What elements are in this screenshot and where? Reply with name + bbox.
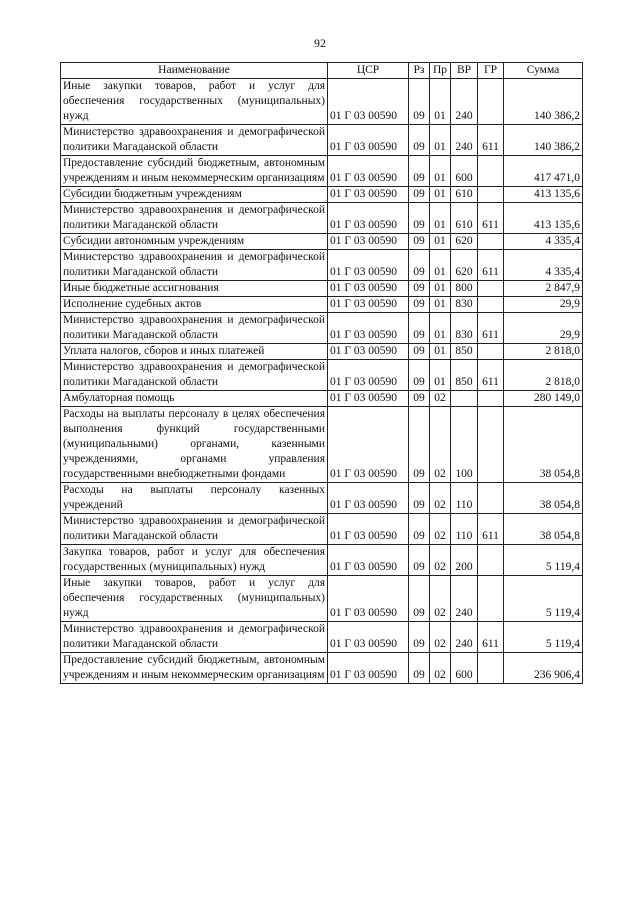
cell-rz: 09 [409,407,430,483]
cell-name: Министерство здравоохранения и демографической политики Магаданской области [61,622,328,653]
cell-gr: 611 [478,622,504,653]
header-vr: ВР [451,63,478,79]
cell-pr: 01 [430,297,451,313]
cell-sum: 413 135,6 [504,187,583,203]
cell-pr: 01 [430,125,451,156]
cell-csr: 01 Г 03 00590 [328,545,409,576]
cell-sum: 5 119,4 [504,622,583,653]
cell-rz: 09 [409,576,430,622]
cell-gr [478,483,504,514]
cell-csr: 01 Г 03 00590 [328,391,409,407]
table-row [61,187,583,203]
cell-vr [451,391,478,407]
cell-vr: 800 [451,281,478,297]
cell-pr: 01 [430,250,451,281]
cell-name: Министерство здравоохранения и демографической политики Магаданской области [61,360,328,391]
cell-name: Расходы на выплаты персоналу казенных учреждений [61,483,328,514]
cell-sum: 2 818,0 [504,360,583,391]
cell-rz: 09 [409,203,430,234]
cell-pr: 01 [430,344,451,360]
cell-name: Министерство здравоохранения и демографической политики Магаданской области [61,203,328,234]
table-row [61,79,583,125]
cell-vr: 240 [451,125,478,156]
cell-gr [478,281,504,297]
cell-vr: 240 [451,622,478,653]
cell-csr: 01 Г 03 00590 [328,234,409,250]
cell-rz: 09 [409,622,430,653]
cell-vr: 240 [451,576,478,622]
cell-gr [478,576,504,622]
cell-rz: 09 [409,344,430,360]
cell-rz: 09 [409,313,430,344]
cell-vr: 110 [451,514,478,545]
table-row [61,313,583,344]
cell-vr: 100 [451,407,478,483]
cell-rz: 09 [409,653,430,684]
table-row [61,483,583,514]
cell-gr [478,391,504,407]
cell-pr: 02 [430,514,451,545]
cell-gr: 611 [478,203,504,234]
table-row [61,545,583,576]
cell-sum: 38 054,8 [504,407,583,483]
cell-pr: 02 [430,622,451,653]
cell-rz: 09 [409,514,430,545]
cell-gr [478,156,504,187]
cell-name: Предоставление субсидий бюджетным, автономным учреждениям и иным некоммерческим организациям [61,156,328,187]
cell-rz: 09 [409,545,430,576]
cell-pr: 02 [430,407,451,483]
cell-sum: 236 906,4 [504,653,583,684]
cell-csr: 01 Г 03 00590 [328,514,409,545]
cell-csr: 01 Г 03 00590 [328,360,409,391]
table-row [61,653,583,684]
header-pr: Пр [430,63,451,79]
cell-rz: 09 [409,391,430,407]
cell-sum: 38 054,8 [504,514,583,545]
cell-name: Министерство здравоохранения и демографической политики Магаданской области [61,125,328,156]
page-number: 92 [314,36,326,50]
cell-csr: 01 Г 03 00590 [328,297,409,313]
cell-vr: 610 [451,203,478,234]
cell-vr: 850 [451,360,478,391]
cell-pr: 01 [430,79,451,125]
table-row [61,297,583,313]
cell-gr: 611 [478,313,504,344]
cell-sum: 5 119,4 [504,576,583,622]
cell-pr: 01 [430,203,451,234]
cell-pr: 01 [430,313,451,344]
cell-gr [478,79,504,125]
cell-gr [478,234,504,250]
cell-sum: 5 119,4 [504,545,583,576]
cell-name: Предоставление субсидий бюджетным, автономным учреждениям и иным некоммерческим организациям [61,653,328,684]
header-gr: ГР [478,63,504,79]
cell-pr: 01 [430,187,451,203]
cell-rz: 09 [409,483,430,514]
cell-pr: 02 [430,483,451,514]
cell-sum: 140 386,2 [504,125,583,156]
cell-name: Расходы на выплаты персоналу в целях обеспечения выполнения функций государственными (муниципальными) органами, казенными учреждениями, органами управления государственными внебюджетными фондами [61,407,328,483]
cell-pr: 01 [430,234,451,250]
cell-gr: 611 [478,125,504,156]
cell-pr: 01 [430,156,451,187]
cell-vr: 610 [451,187,478,203]
cell-rz: 09 [409,297,430,313]
cell-csr: 01 Г 03 00590 [328,203,409,234]
cell-csr: 01 Г 03 00590 [328,344,409,360]
table-row [61,234,583,250]
cell-name: Амбулаторная помощь [61,391,328,407]
cell-name: Закупка товаров, работ и услуг для обеспечения государственных (муниципальных) нужд [61,545,328,576]
cell-gr [478,344,504,360]
cell-csr: 01 Г 03 00590 [328,187,409,203]
cell-gr: 611 [478,250,504,281]
cell-csr: 01 Г 03 00590 [328,576,409,622]
cell-csr: 01 Г 03 00590 [328,622,409,653]
table-row [61,514,583,545]
cell-vr: 830 [451,297,478,313]
cell-sum: 2 847,9 [504,281,583,297]
table-header-row [61,63,583,79]
cell-gr [478,187,504,203]
cell-name: Иные закупки товаров, работ и услуг для обеспечения государственных (муниципальных) нужд [61,576,328,622]
cell-rz: 09 [409,156,430,187]
cell-sum: 140 386,2 [504,79,583,125]
cell-gr [478,653,504,684]
table-row [61,407,583,483]
cell-name: Субсидии бюджетным учреждениям [61,187,328,203]
header-csr: ЦСР [328,63,409,79]
cell-vr: 240 [451,79,478,125]
cell-pr: 02 [430,391,451,407]
cell-gr: 611 [478,514,504,545]
cell-name: Исполнение судебных актов [61,297,328,313]
cell-csr: 01 Г 03 00590 [328,407,409,483]
cell-name: Иные бюджетные ассигнования [61,281,328,297]
cell-pr: 02 [430,576,451,622]
cell-csr: 01 Г 03 00590 [328,313,409,344]
cell-rz: 09 [409,234,430,250]
cell-csr: 01 Г 03 00590 [328,653,409,684]
cell-vr: 830 [451,313,478,344]
cell-vr: 600 [451,653,478,684]
header-name: Наименование [61,63,328,79]
cell-name: Министерство здравоохранения и демографической политики Магаданской области [61,514,328,545]
cell-sum: 417 471,0 [504,156,583,187]
table-row [61,360,583,391]
cell-rz: 09 [409,250,430,281]
cell-gr [478,545,504,576]
cell-pr: 01 [430,281,451,297]
cell-sum: 2 818,0 [504,344,583,360]
cell-pr: 02 [430,545,451,576]
table-row [61,281,583,297]
table-row [61,156,583,187]
cell-gr: 611 [478,360,504,391]
cell-gr [478,407,504,483]
cell-csr: 01 Г 03 00590 [328,156,409,187]
cell-name: Министерство здравоохранения и демографической политики Магаданской области [61,313,328,344]
cell-rz: 09 [409,281,430,297]
cell-rz: 09 [409,125,430,156]
table-row [61,203,583,234]
cell-rz: 09 [409,187,430,203]
cell-sum: 29,9 [504,313,583,344]
cell-pr: 02 [430,653,451,684]
table-row [61,125,583,156]
cell-vr: 620 [451,250,478,281]
table-row [61,391,583,407]
cell-rz: 09 [409,360,430,391]
cell-vr: 110 [451,483,478,514]
table-row [61,250,583,281]
cell-sum: 29,9 [504,297,583,313]
table-row [61,622,583,653]
cell-name: Уплата налогов, сборов и иных платежей [61,344,328,360]
cell-sum: 38 054,8 [504,483,583,514]
budget-table [60,62,583,684]
cell-name: Иные закупки товаров, работ и услуг для обеспечения государственных (муниципальных) нужд [61,79,328,125]
cell-vr: 600 [451,156,478,187]
cell-csr: 01 Г 03 00590 [328,125,409,156]
cell-vr: 200 [451,545,478,576]
cell-sum: 4 335,4 [504,250,583,281]
cell-vr: 850 [451,344,478,360]
cell-csr: 01 Г 03 00590 [328,483,409,514]
cell-sum: 280 149,0 [504,391,583,407]
cell-csr: 01 Г 03 00590 [328,79,409,125]
cell-vr: 620 [451,234,478,250]
header-sum: Сумма [504,63,583,79]
cell-name: Субсидии автономным учреждениям [61,234,328,250]
table-row [61,576,583,622]
cell-gr [478,297,504,313]
header-rz: Рз [409,63,430,79]
table-row [61,344,583,360]
cell-sum: 4 335,4 [504,234,583,250]
cell-sum: 413 135,6 [504,203,583,234]
cell-csr: 01 Г 03 00590 [328,281,409,297]
cell-pr: 01 [430,360,451,391]
cell-rz: 09 [409,79,430,125]
cell-csr: 01 Г 03 00590 [328,250,409,281]
cell-name: Министерство здравоохранения и демографической политики Магаданской области [61,250,328,281]
